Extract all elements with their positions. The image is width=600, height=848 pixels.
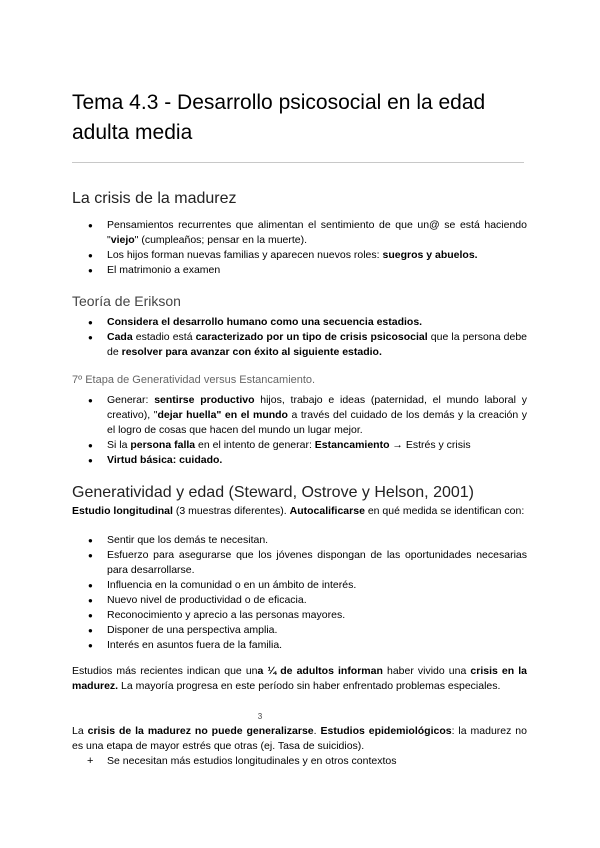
paragraph-generalization: La crisis de la madurez no puede generalizarse. Estudios epidemiológicos: la madurez no es una etapa de mayor estrés que otras (ej. Tasa de suicidios). (72, 725, 527, 752)
list-item: ● Los hijos forman nuevas familias y aparecen nuevos roles: suegros y abuelos. (107, 248, 527, 263)
list-item: ● Influencia en la comunidad o en un ámbito de interés. (107, 578, 527, 593)
list-item: ● Virtud básica: cuidado. (107, 453, 527, 468)
list-item: ● El matrimonio a examen (107, 263, 527, 278)
list-item: ● Pensamientos recurrentes que alimentan el sentimiento de que un@ se está haciendo "viejo" (cumpleaños; pensar en la muerte). (107, 218, 527, 248)
list-item: ● Cada estadio está caracterizado por un tipo de crisis psicosocial que la persona debe de resolver para avanzar con éxito al siguiente estadio. (107, 330, 527, 360)
list-item: ● Considera el desarrollo humano como una secuencia estadios. (107, 315, 527, 330)
list-item: ● Generar: sentirse productivo hijos, trabajo e ideas (paternidad, el mundo laboral y creativo), "dejar huella" en el mundo a través del cuidado de los demás y la creación y el logro de cosas que hacen del mundo un lugar mejor. (107, 393, 527, 438)
list-item: ● Reconocimiento y aprecio a las personas mayores. (107, 608, 527, 623)
heading-crisis-madurez: La crisis de la madurez (72, 190, 237, 207)
paragraph-recent-studies: Estudios más recientes indican que una ¼ de adultos informan haber vivido una crisis en la madurez. La mayoría progresa en este período sin haber enfrentado problemas especiales. (72, 665, 527, 692)
page-title: Tema 4.3 - Desarrollo psicosocial en la edad adulta media (72, 91, 486, 144)
list-item: + Se necesitan más estudios longitudinales y en otros contextos (107, 754, 527, 769)
title-divider (72, 162, 524, 163)
list-item: ● Si la persona falla en el intento de generar: Estancamiento → Estrés y crisis (107, 438, 527, 453)
stage7-list (72, 393, 527, 468)
erikson-list (72, 315, 527, 360)
steward-intro: Estudio longitudinal (3 muestras diferentes). Autocalificarse en qué medida se identifican con: (72, 505, 525, 517)
list-item: ● Interés en asuntos fuera de la familia. (107, 638, 527, 653)
list-item: ● Sentir que los demás te necesitan. (107, 533, 527, 548)
crisis-list (72, 218, 527, 278)
heading-steward: Generatividad y edad (Steward, Ostrove y Helson, 2001) (72, 484, 474, 501)
list-item: ● Disponer de una perspectiva amplia. (107, 623, 527, 638)
steward-list (72, 533, 527, 653)
list-item: ● Esfuerzo para asegurarse que los jóvenes dispongan de las oportunidades necesarias para desarrollarse. (107, 548, 527, 578)
list-item: ● Nuevo nivel de productividad o de eficacia. (107, 593, 527, 608)
page-number: 3 (257, 712, 263, 721)
heading-erikson: Teoría de Erikson (72, 293, 181, 309)
plus-list (72, 754, 527, 769)
heading-stage7: 7º Etapa de Generatividad versus Estancamiento. (72, 374, 316, 386)
